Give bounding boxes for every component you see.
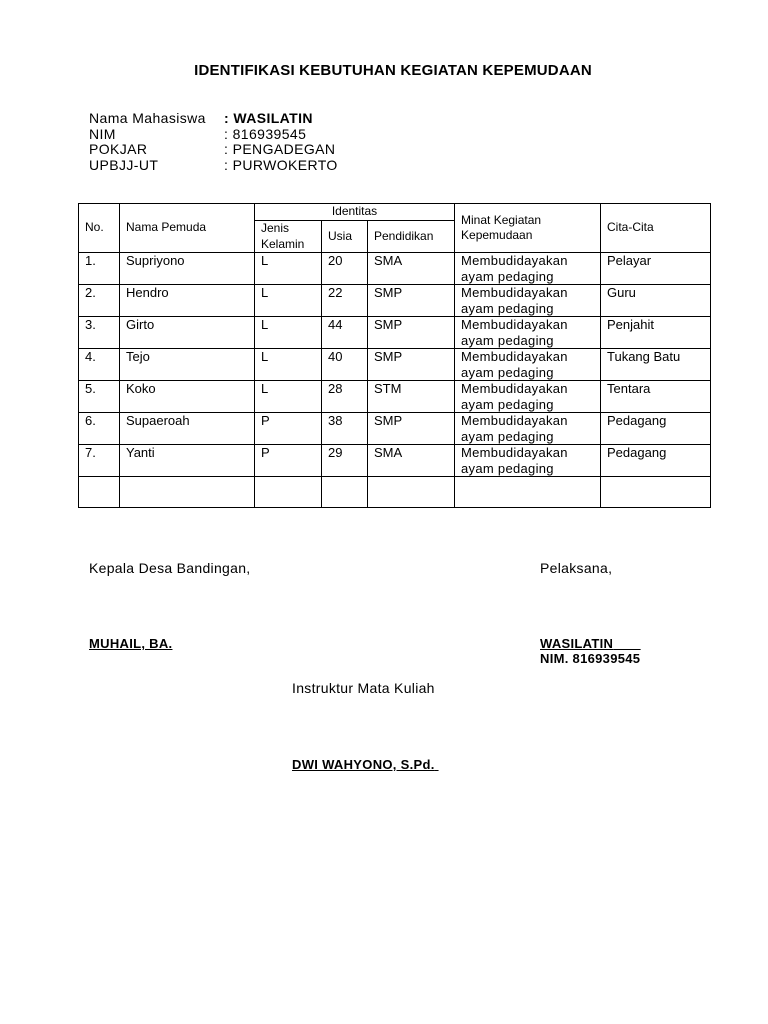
cell-minat: Membudidayakan ayam pedaging (455, 413, 601, 445)
cell-no: 1. (79, 253, 120, 285)
cell-no: 3. (79, 317, 120, 349)
table-row (79, 381, 711, 413)
cell-jenis-kelamin: L (255, 349, 322, 381)
cell-pendidikan: SMP (368, 317, 455, 349)
info-row (89, 158, 338, 174)
instruktur-title: Instruktur Mata Kuliah (292, 680, 435, 696)
info-label: Nama Mahasiswa (89, 110, 206, 126)
cell-pendidikan: SMP (368, 285, 455, 317)
cell-usia: 40 (322, 349, 368, 381)
empty-cell (368, 477, 455, 508)
cell-jenis-kelamin: L (255, 317, 322, 349)
cell-pendidikan: SMP (368, 413, 455, 445)
header-nama-pemuda: Nama Pemuda (120, 204, 255, 253)
table-row (79, 349, 711, 381)
info-label: UPBJJ-UT (89, 156, 159, 173)
empty-cell (322, 477, 368, 508)
cell-pendidikan: STM (368, 381, 455, 413)
cell-usia: 38 (322, 413, 368, 445)
cell-cita-cita: Tukang Batu (601, 349, 711, 381)
table-row (79, 253, 711, 285)
cell-nama: Koko (120, 381, 255, 413)
cell-jenis-kelamin: L (255, 285, 322, 317)
youth-needs-table (78, 203, 711, 508)
info-label: POKJAR (89, 141, 148, 157)
empty-cell (255, 477, 322, 508)
header-cita-cita: Cita-Cita (601, 204, 711, 253)
cell-usia: 20 (322, 253, 368, 285)
cell-usia: 44 (322, 317, 368, 349)
cell-nama: Tejo (120, 349, 255, 381)
info-value: : 816939545 (224, 125, 307, 142)
cell-pendidikan: SMP (368, 349, 455, 381)
cell-minat: Membudidayakan ayam pedaging (455, 349, 601, 381)
document-title: IDENTIFIKASI KEBUTUHAN KEGIATAN KEPEMUDAAN (194, 62, 592, 79)
empty-cell (79, 477, 120, 508)
pelaksana-name-block (540, 636, 641, 651)
info-row (89, 127, 338, 143)
cell-usia: 22 (322, 285, 368, 317)
table-row (79, 413, 711, 445)
info-row (89, 111, 338, 127)
cell-minat: Membudidayakan ayam pedaging (455, 253, 601, 285)
cell-minat: Membudidayakan ayam pedaging (455, 285, 601, 317)
header-pendidikan: Pendidikan (368, 221, 455, 253)
empty-cell (455, 477, 601, 508)
info-label: NIM (89, 125, 116, 142)
cell-cita-cita: Pedagang (601, 413, 711, 445)
header-identitas: Identitas (255, 204, 455, 221)
cell-jenis-kelamin: P (255, 413, 322, 445)
cell-no: 4. (79, 349, 120, 381)
cell-pendidikan: SMA (368, 253, 455, 285)
cell-cita-cita: Guru (601, 285, 711, 317)
cell-cita-cita: Pelayar (601, 253, 711, 285)
cell-minat: Membudidayakan ayam pedaging (455, 317, 601, 349)
header-usia: Usia (322, 221, 368, 253)
cell-nama: Supriyono (120, 253, 255, 285)
cell-no: 2. (79, 285, 120, 317)
student-info (89, 111, 338, 173)
cell-nama: Yanti (120, 445, 255, 477)
cell-pendidikan: SMA (368, 445, 455, 477)
pelaksana-nim: NIM. 816939545 (540, 651, 641, 666)
kepala-desa-title: Kepala Desa Bandingan, (89, 560, 251, 576)
table-row (79, 285, 711, 317)
table-row (79, 445, 711, 477)
cell-no: 5. (79, 381, 120, 413)
info-value: : WASILATIN (224, 110, 313, 126)
cell-nama: Girto (120, 317, 255, 349)
header-no: No. (79, 204, 120, 253)
info-value: : PENGADEGAN (224, 141, 336, 157)
empty-cell (601, 477, 711, 508)
cell-usia: 29 (322, 445, 368, 477)
cell-usia: 28 (322, 381, 368, 413)
table-row (79, 317, 711, 349)
cell-jenis-kelamin: L (255, 253, 322, 285)
cell-no: 7. (79, 445, 120, 477)
cell-minat: Membudidayakan ayam pedaging (455, 381, 601, 413)
pelaksana-title: Pelaksana, (540, 560, 613, 576)
cell-jenis-kelamin: L (255, 381, 322, 413)
cell-jenis-kelamin: P (255, 445, 322, 477)
cell-cita-cita: Penjahit (601, 317, 711, 349)
pelaksana-name: WASILATIN (540, 636, 614, 651)
cell-no: 6. (79, 413, 120, 445)
cell-nama: Hendro (120, 285, 255, 317)
table-row-empty (79, 477, 711, 508)
kepala-desa-name: MUHAIL, BA. (89, 636, 173, 651)
instruktur-name-block (292, 757, 439, 772)
cell-nama: Supaeroah (120, 413, 255, 445)
info-row (89, 142, 338, 158)
header-jenis-kelamin: Jenis Kelamin (255, 221, 322, 253)
cell-minat: Membudidayakan ayam pedaging (455, 445, 601, 477)
cell-cita-cita: Tentara (601, 381, 711, 413)
empty-cell (120, 477, 255, 508)
cell-cita-cita: Pedagang (601, 445, 711, 477)
instruktur-name: DWI WAHYONO, S.Pd. (292, 757, 435, 772)
header-minat: Minat Kegiatan Kepemudaan (455, 204, 601, 253)
info-value: : PURWOKERTO (224, 156, 338, 173)
